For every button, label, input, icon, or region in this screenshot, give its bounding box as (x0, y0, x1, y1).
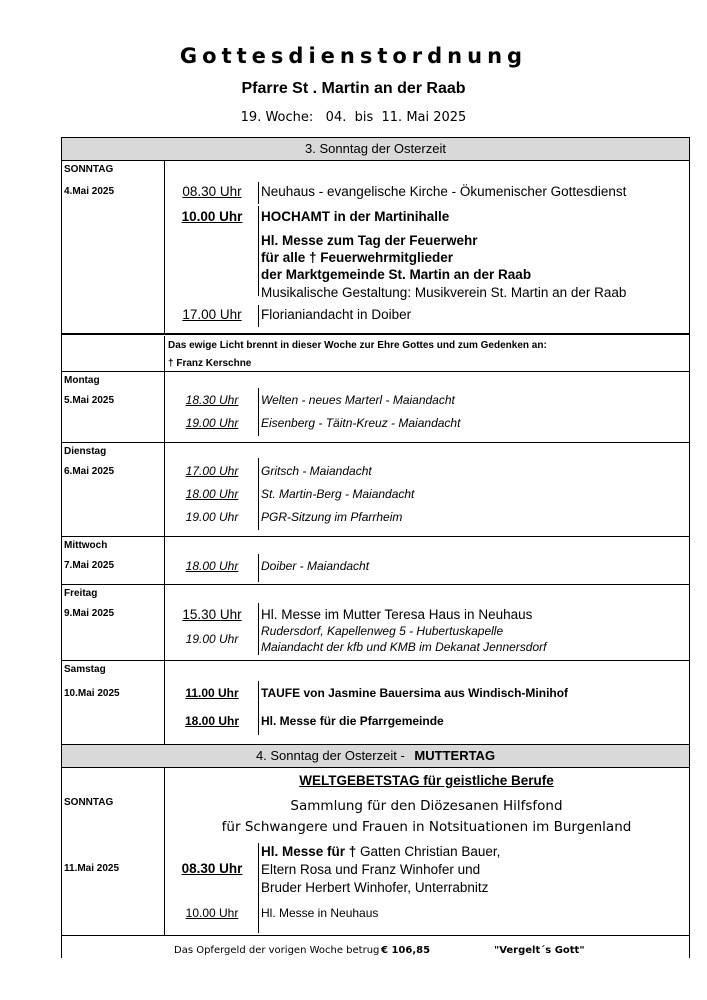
event-text: der Marktgemeinde St. Martin an der Raab (261, 267, 532, 282)
day-label: Freitag (64, 588, 98, 599)
event-text: Neuhaus - evangelische Kirche - Ökumenischer Gottesdienst (261, 184, 627, 199)
event-time: 08.30 Uhr (181, 861, 243, 876)
event-time: 18.00 Uhr (184, 714, 240, 728)
mothers-day-band (62, 745, 689, 768)
time-separator (258, 554, 259, 582)
event-time: 18.30 Uhr (185, 393, 239, 407)
day-date: 4.Mai 2025 (64, 186, 115, 197)
row-divider (62, 660, 689, 661)
row-divider (62, 584, 689, 585)
event-time: 18.00 Uhr (185, 487, 239, 501)
event-text: Hl. Messe zum Tag der Feuerwehr (261, 233, 478, 248)
column-divider (164, 336, 165, 744)
sunday-band (62, 138, 689, 161)
event-text: Hl. Messe in Neuhaus (261, 906, 379, 920)
day-date: 6.Mai 2025 (64, 466, 115, 477)
event-time: 10.00 Uhr (185, 906, 239, 920)
day-date: 10.Mai 2025 (64, 688, 120, 699)
row-divider (62, 333, 689, 335)
parish-name: Pfarre St . Martin an der Raab (241, 80, 466, 97)
time-separator (258, 388, 259, 436)
offering-amount: € 106,85 (381, 945, 431, 956)
event-text: St. Martin-Berg - Maiandacht (261, 487, 415, 501)
event-text: PGR-Sitzung im Pfarrheim (261, 510, 403, 524)
event-text: Florianiandacht in Doiber (261, 307, 412, 322)
week-range: 19. Woche: 04. bis 11. Mai 2025 (240, 110, 467, 125)
event-text: Hl. Messe im Mutter Teresa Haus in Neuhaus (261, 607, 533, 622)
schedule-table (61, 137, 690, 958)
event-text: Maiandacht der kfb und KMB im Dekanat Jennersdorf (261, 640, 547, 654)
page-title: Gottesdienstordnung (179, 44, 528, 68)
day-label: Dienstag (64, 446, 107, 457)
day-label: Samstag (64, 664, 106, 675)
day-date: 5.Mai 2025 (64, 395, 115, 406)
eternal-light-text: Das ewige Licht brennt in dieser Woche zur Ehre Gottes und zum Gedenken an: (168, 340, 547, 351)
event-text (261, 844, 500, 859)
band-label-bold: MUTTERTAG (414, 748, 496, 763)
time-separator (258, 182, 259, 204)
event-text: HOCHAMT in der Martinihalle (261, 209, 450, 224)
day-label: SONNTAG (64, 797, 114, 808)
event-text: Gritsch - Maiandacht (261, 464, 372, 478)
time-separator (258, 843, 259, 933)
day-label: Mittwoch (64, 540, 108, 551)
event-text: für alle † Feuerwehrmitglieder (261, 250, 454, 265)
event-time: 19.00 Uhr (185, 632, 239, 646)
event-text: Eltern Rosa und Franz Winhofer und (261, 862, 481, 877)
time-separator (258, 603, 259, 655)
event-time: 18.00 Uhr (185, 559, 239, 573)
event-time: 19.00 Uhr (185, 510, 239, 524)
row-divider (62, 371, 689, 372)
sunday-band-label: 3. Sonntag der Osterzeit (305, 141, 446, 156)
event-time: 11.00 Uhr (185, 686, 239, 700)
event-text: Musikalische Gestaltung: Musikverein St. Martin an der Raab (261, 285, 627, 300)
event-text: Eisenberg - Täitn-Kreuz - Maiandacht (261, 416, 461, 430)
event-text: Doiber - Maiandacht (261, 559, 370, 573)
event-text: Bruder Herbert Winhofer, Unterrabnitz (261, 880, 489, 895)
day-label: SONNTAG (64, 164, 114, 175)
event-time: 17.00 Uhr (185, 464, 239, 478)
column-divider (164, 768, 165, 935)
row-divider (62, 442, 689, 443)
row-divider (62, 536, 689, 537)
column-divider (164, 161, 165, 334)
day-date: 9.Mai 2025 (64, 608, 115, 619)
eternal-light-name: † Franz Kerschne (168, 358, 252, 369)
day-label: Montag (64, 375, 100, 386)
mass-intention-label: Hl. Messe für † (261, 844, 357, 859)
time-separator (258, 458, 259, 530)
event-text: Welten - neues Marterl - Maiandacht (261, 393, 455, 407)
day-date: 11.Mai 2025 (64, 863, 120, 874)
event-time: 17.00 Uhr (182, 307, 242, 322)
row-divider (62, 935, 689, 936)
event-time: 15.30 Uhr (182, 607, 242, 622)
event-text: Rudersdorf, Kapellenweg 5 - Hubertuskapelle (261, 624, 504, 638)
event-time: 10.00 Uhr (181, 209, 243, 224)
band-label: 4. Sonntag der Osterzeit - (255, 748, 405, 763)
time-separator (258, 206, 259, 296)
mass-intention-text: Gatten Christian Bauer, (356, 844, 501, 859)
event-text: Hl. Messe für die Pfarrgemeinde (261, 714, 444, 728)
prayer-day-heading: WELTGEBETSTAG für geistliche Berufe (299, 773, 554, 788)
time-separator (258, 305, 259, 327)
offering-text: Das Opfergeld der vorigen Woche betrug (174, 945, 380, 956)
thanks-text: "Vergelt´s Gott" (494, 945, 585, 956)
day-date: 7.Mai 2025 (64, 560, 115, 571)
event-time: 19.00 Uhr (185, 416, 239, 430)
collection-line: für Schwangere und Frauen in Notsituationen im Burgenland (221, 819, 632, 835)
event-time: 08.30 Uhr (182, 184, 242, 199)
time-separator (258, 681, 259, 735)
collection-line: Sammlung für den Diözesanen Hilfsfond (290, 798, 563, 814)
event-text: TAUFE von Jasmine Bauersima aus Windisch-Minihof (261, 686, 569, 700)
